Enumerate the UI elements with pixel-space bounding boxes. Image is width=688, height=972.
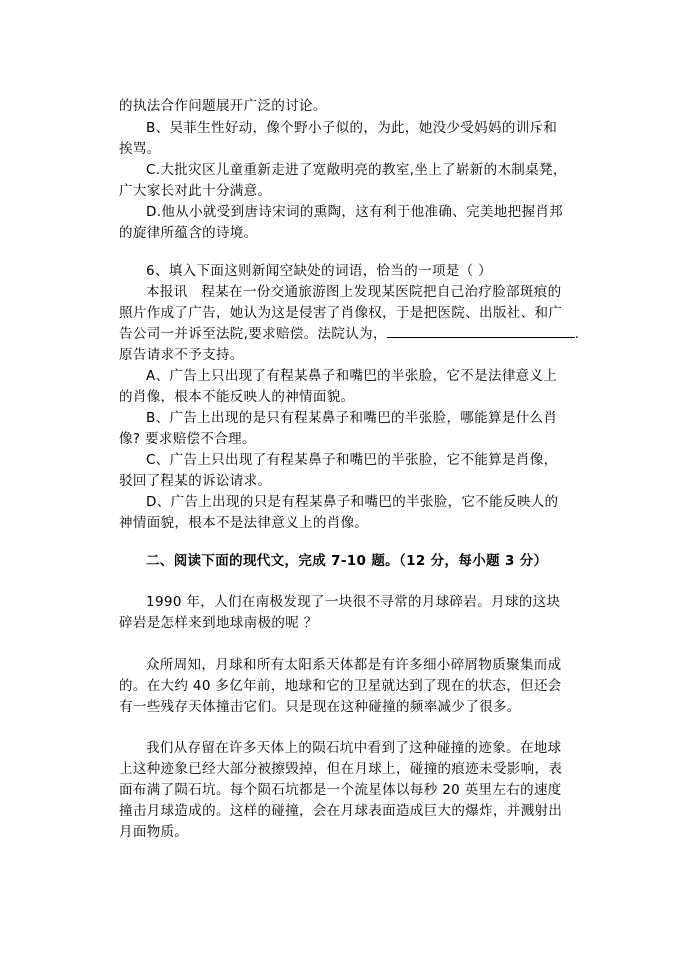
answer-blank — [387, 325, 575, 338]
choice-d-line-2: 神情面貌，根本不是法律意义上的肖像。 — [119, 515, 369, 531]
para-3-line-3: 面布满了陨石坑。每个陨石坑都是一个流星体以每秒 20 英里左右的速度 — [119, 782, 562, 798]
para-3-line-5: 月面物质。 — [119, 824, 189, 840]
news-line-3 — [119, 324, 579, 344]
para-1-line-2: 碎岩是怎样来到地球南极的呢 ？ — [119, 615, 318, 631]
para-3-line-2: 上这种迹象已经大部分被擦毁掉，但在月球上，碰撞的痕迹未受影响，表 — [119, 761, 563, 777]
option-a-continuation: 的执法合作问题展开广泛的讨论。 — [119, 98, 327, 114]
news-line-3-end: . — [574, 326, 580, 342]
news-line-3-text: 告公司一并诉至法院,要求赔偿。法院认为， — [119, 326, 387, 342]
choice-a-line-1: A、广告上只出现了有程某鼻子和嘴巴的半张脸，它不是法律意义上 — [146, 368, 558, 384]
option-d-line-1: D.他从小就受到唐诗宋词的熏陶，这有利于他准确、完美地把握肖邦 — [146, 204, 564, 220]
choice-a-line-2: 的肖像，根本不能反映人的神情面貌。 — [119, 389, 355, 405]
para-2-line-1: 众所周知，月球和所有太阳系天体都是有许多细小碎屑物质聚集而成 — [146, 657, 562, 673]
section-2-heading: 二、阅读下面的现代文，完成 7-10 题。（12 分，每小题 3 分） — [146, 553, 548, 569]
para-3-line-1: 我们从存留在许多天体上的陨石坑中看到了这种碰撞的迹象。在地球 — [146, 740, 562, 756]
para-1-line-1: 1990 年，人们在南极发现了一块很不寻常的月球碎岩。月球的这块 — [146, 594, 561, 610]
news-line-1: 本报讯 程某在一份交通旅游图上发现某医院把自己治疗脸部斑痕的 — [146, 284, 562, 300]
option-b-line-1: B、吴菲生性好动，像个野小子似的，为此，她没少受妈妈的训斥和 — [146, 120, 558, 136]
question-6-heading: 6、填入下面这则新闻空缺处的词语，恰当的一项是（ ） — [146, 263, 492, 279]
option-d-line-2: 的旋律所蕴含的诗境。 — [119, 225, 258, 241]
para-2-line-2: 的。在大约 40 多亿年前，地球和它的卫星就达到了现在的状态，但还会 — [119, 678, 562, 694]
choice-b-line-1: B、广告上出现的是只有程某鼻子和嘴巴的半张脸，哪能算是什么肖 — [146, 410, 558, 426]
option-c-line-1: C.大批灾区儿童重新走进了宽敞明亮的教室,坐上了崭新的木制桌凳， — [146, 162, 567, 178]
option-c-line-2: 广大家长对此十分满意。 — [119, 183, 272, 199]
choice-d-line-1: D、广告上出现的只是有程某鼻子和嘴巴的半张脸，它不能反映人的 — [146, 494, 559, 510]
choice-c-line-1: C、广告上只出现了有程某鼻子和嘴巴的半张脸，它不能算是肖像， — [146, 452, 558, 468]
news-line-2: 照片作成了广告，她认为这是侵害了肖像权，于是把医院、出版社、和广 — [119, 305, 563, 321]
choice-c-line-2: 驳回了程某的诉讼请求。 — [119, 473, 272, 489]
option-b-line-2: 挨骂。 — [119, 141, 161, 157]
choice-b-line-2: 像? 要求赔偿不合理。 — [119, 431, 256, 447]
news-line-4: 原告请求不予支持。 — [119, 347, 244, 363]
para-3-line-4: 撞击月球造成的。这样的碰撞，会在月球表面造成巨大的爆炸，并溅射出 — [119, 803, 563, 819]
para-2-line-3: 有一些残存天体撞击它们。只是现在这种碰撞的频率减少了很多。 — [119, 699, 521, 715]
